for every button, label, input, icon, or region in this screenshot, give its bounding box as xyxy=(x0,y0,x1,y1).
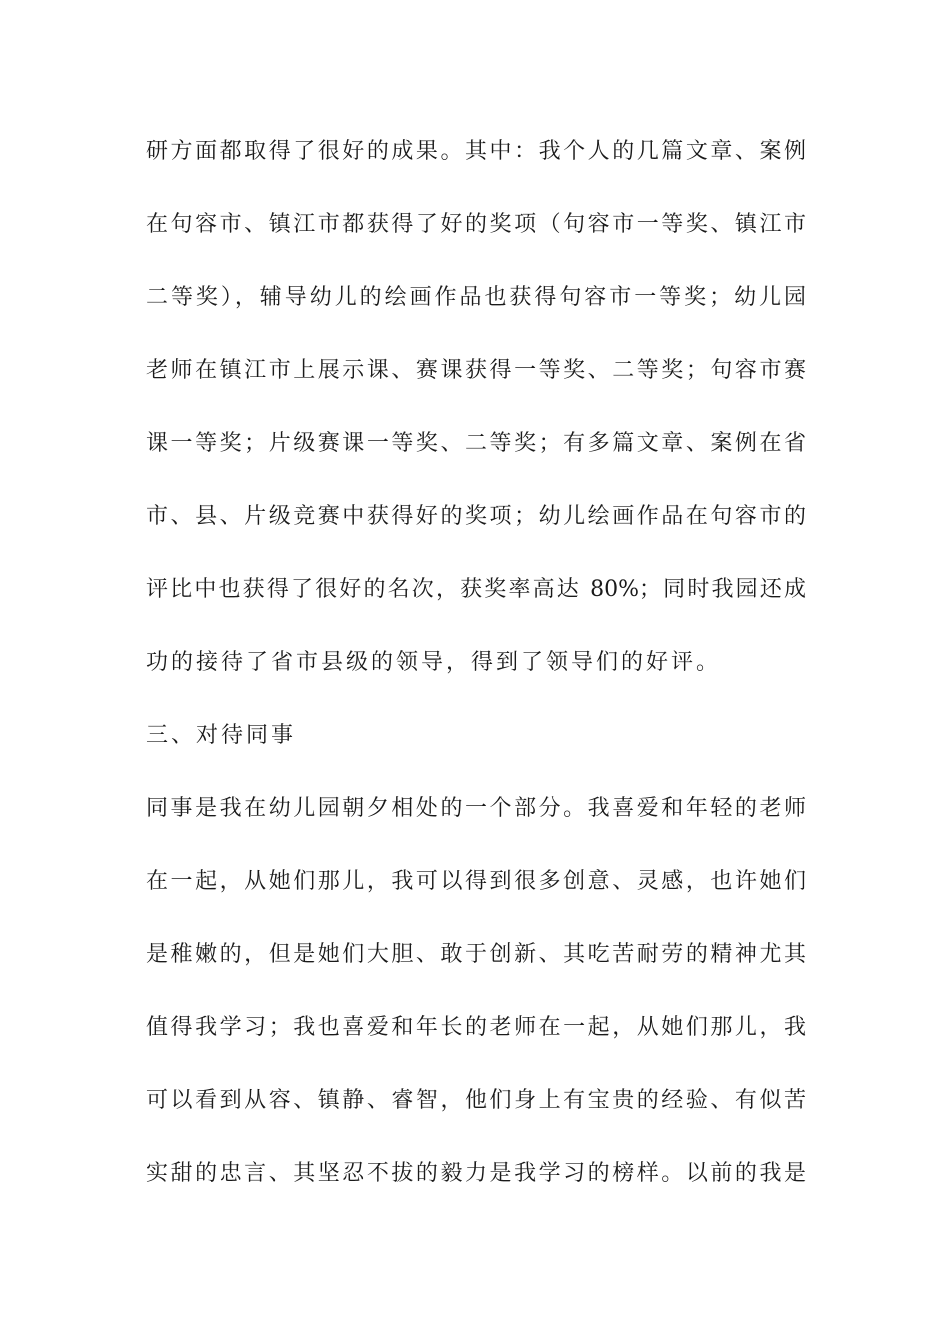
paragraph-line: 课一等奖；片级赛课一等奖、二等奖；有多篇文章、案例在省 xyxy=(146,431,806,456)
document-body xyxy=(146,128,806,1223)
paragraph-line: 二等奖），辅导幼儿的绘画作品也获得句容市一等奖；幼儿园 xyxy=(146,285,806,310)
paragraph-line: 是稚嫩的，但是她们大胆、敢于创新、其吃苦耐劳的精神尤其 xyxy=(146,942,806,967)
paragraph-line: 市、县、片级竞赛中获得好的奖项；幼儿绘画作品在句容市的 xyxy=(146,504,806,529)
paragraph-line: 可以看到从容、镇静、睿智，他们身上有宝贵的经验、有似苦 xyxy=(146,1088,806,1113)
paragraph-line: 老师在镇江市上展示课、赛课获得一等奖、二等奖；句容市赛 xyxy=(146,358,806,383)
paragraph-line-last: 功的接待了省市县级的领导，得到了领导们的好评。 xyxy=(146,650,722,675)
section-heading: 三、对待同事 xyxy=(146,723,297,748)
paragraph-line: 同事是我在幼儿园朝夕相处的一个部分。我喜爱和年轻的老师 xyxy=(146,796,806,821)
paragraph-line: 研方面都取得了很好的成果。其中：我个人的几篇文章、案例 xyxy=(146,139,806,164)
paragraph-line: 在一起，从她们那儿，我可以得到很多创意、灵感，也许她们 xyxy=(146,869,806,894)
paragraph-line: 在句容市、镇江市都获得了好的奖项（句容市一等奖、镇江市 xyxy=(146,212,806,237)
paragraph-line: 评比中也获得了很好的名次，获奖率高达 80%；同时我园还成 xyxy=(146,577,806,602)
paragraph-line: 值得我学习；我也喜爱和年长的老师在一起，从她们那儿，我 xyxy=(146,1015,806,1040)
paragraph-line: 实甜的忠言、其坚忍不拔的毅力是我学习的榜样。以前的我是 xyxy=(146,1161,806,1186)
